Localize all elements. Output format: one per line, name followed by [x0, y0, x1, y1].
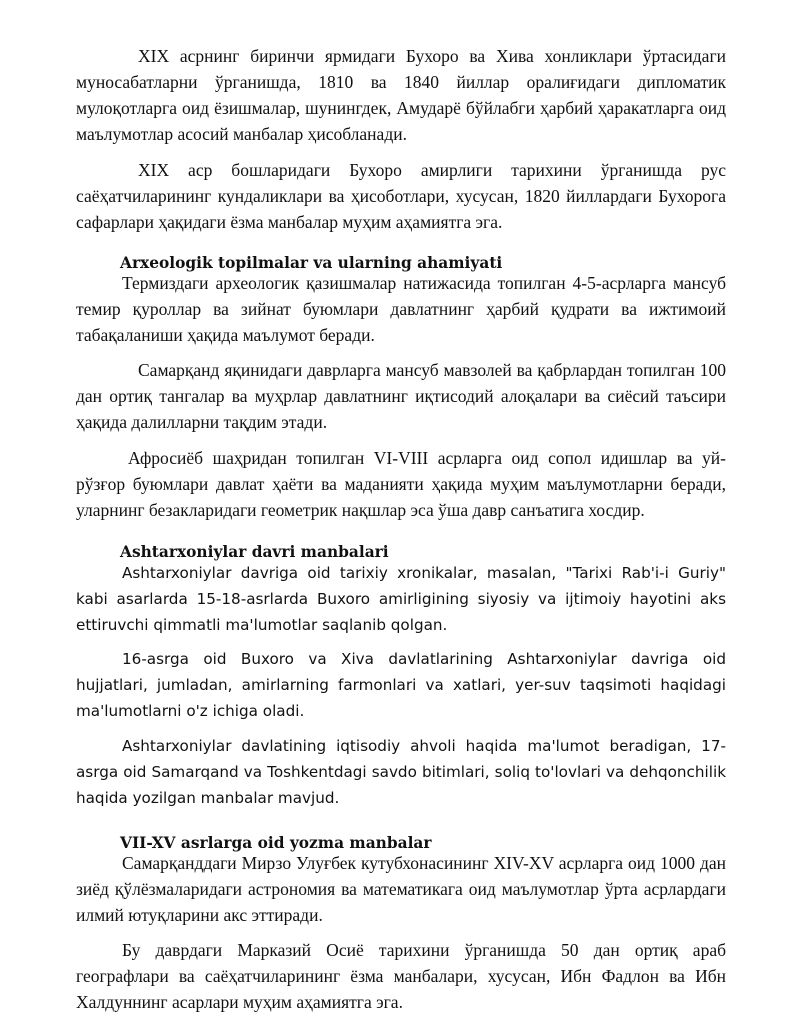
heading-ashtarkhanid-sources: Ashtarxoniylar davri manbalari	[120, 543, 389, 561]
paragraph-ashtarkhanid-chronicles: Ashtarxoniylar davriga oid tarixiy xronikalar, masalan, "Tarixi Rab'i-i Guriy" kabi asarlarda 15-18-asrlarda Buxoro amirligining siyosiy va ijtimoiy hayotini aks ettiruvchi qimmatli ma'lumotlar saqlanib qolgan.	[76, 564, 726, 634]
paragraph-afrasiab-pottery: Афросиёб шаҳридан топилган VI-VIII асрларга оид сопол идишлар ва уй-рўзғор буюмлари давлат ҳаёти ва маданияти ҳақида муҳим маълумотларни беради, уларнинг безакларидаги геометрик нақшлар эса ўша давр санъатига хосдир.	[76, 448, 726, 520]
paragraph-russian-travelers: XIX аср бошларидаги Бухоро амирлиги тарихини ўрганишда рус саёҳатчиларининг кундаликлари ва ҳисоботлари, хусусан, 1820 йиллардаги Бухорога сафарлари ҳақидаги ёзма манбалар муҳим аҳамиятга эга.	[76, 160, 726, 232]
paragraph-samarkand-mausoleum: Самарқанд яқинидаги даврларга мансуб мавзолей ва қабрлардан топилган 100 дан ортиқ тангалар ва муҳрлар давлатнинг иқтисодий алоқалари ва сиёсий таъсири ҳақида далилларни тақдим этади.	[76, 360, 726, 432]
paragraph-ulugbek-library: Самарқанддаги Мирзо Улуғбек кутубхонасининг XIV-XV асрларга оид 1000 дан зиёд қўлёзмаларидаги астрономия ва математикага оид маълумотлар ўрта асрлардаги илмий ютуқларини акс эттиради.	[76, 853, 726, 925]
paragraph-ashtarkhanid-economy: Ashtarxoniylar davlatining iqtisodiy ahvoli haqida ma'lumot beradigan, 17-asrga oid Samarqand va Toshkentdagi savdo bitimlari, soliq to'lovlari va dehqonchilik haqida yozilgan manbalar mavjud.	[76, 737, 726, 807]
paragraph-termez-excavations: Термиздаги археологик қазишмалар натижасида топилган 4-5-асрларга мансуб темир қуроллар ва зийнат буюмлари давлатнинг ҳарбий қудрати ва ижтимоий табақаланиши ҳақида маълумот беради.	[76, 273, 726, 345]
paragraph-ashtarkhanid-documents: 16-asrga oid Buxoro va Xiva davlatlarining Ashtarxoniylar davriga oid hujjatlari, jumladan, amirlarning farmonlari va xatlari, yer-suv taqsimoti haqidagi ma'lumotlarni o'z ichiga oladi.	[76, 650, 726, 720]
paragraph-arab-geographers: Бу даврдаги Марказий Осиё тарихини ўрганишда 50 дан ортиқ араб географлари ва саёҳатчиларининг ёзма манбалари, хусусан, Ибн Фадлон ва Ибн Халдуннинг асарлари муҳим аҳамиятга эга.	[76, 940, 726, 1012]
heading-7-15-century-sources: VII-XV asrlarga oid yozma manbalar	[120, 834, 432, 852]
heading-archaeological-finds: Arxeologik topilmalar va ularning ahamiyati	[120, 254, 503, 272]
paragraph-bukhara-khiva-relations: XIX асрнинг биринчи ярмидаги Бухоро ва Хива хонликлари ўртасидаги муносабатларни ўрганишда, 1810 ва 1840 йиллар оралиғидаги дипломатик мулоқотларга оид ёзишмалар, шунингдек, Амударё бўйлабги ҳарбий ҳаракатларга оид маълумотлар асосий манбалар ҳисобланади.	[76, 46, 726, 144]
